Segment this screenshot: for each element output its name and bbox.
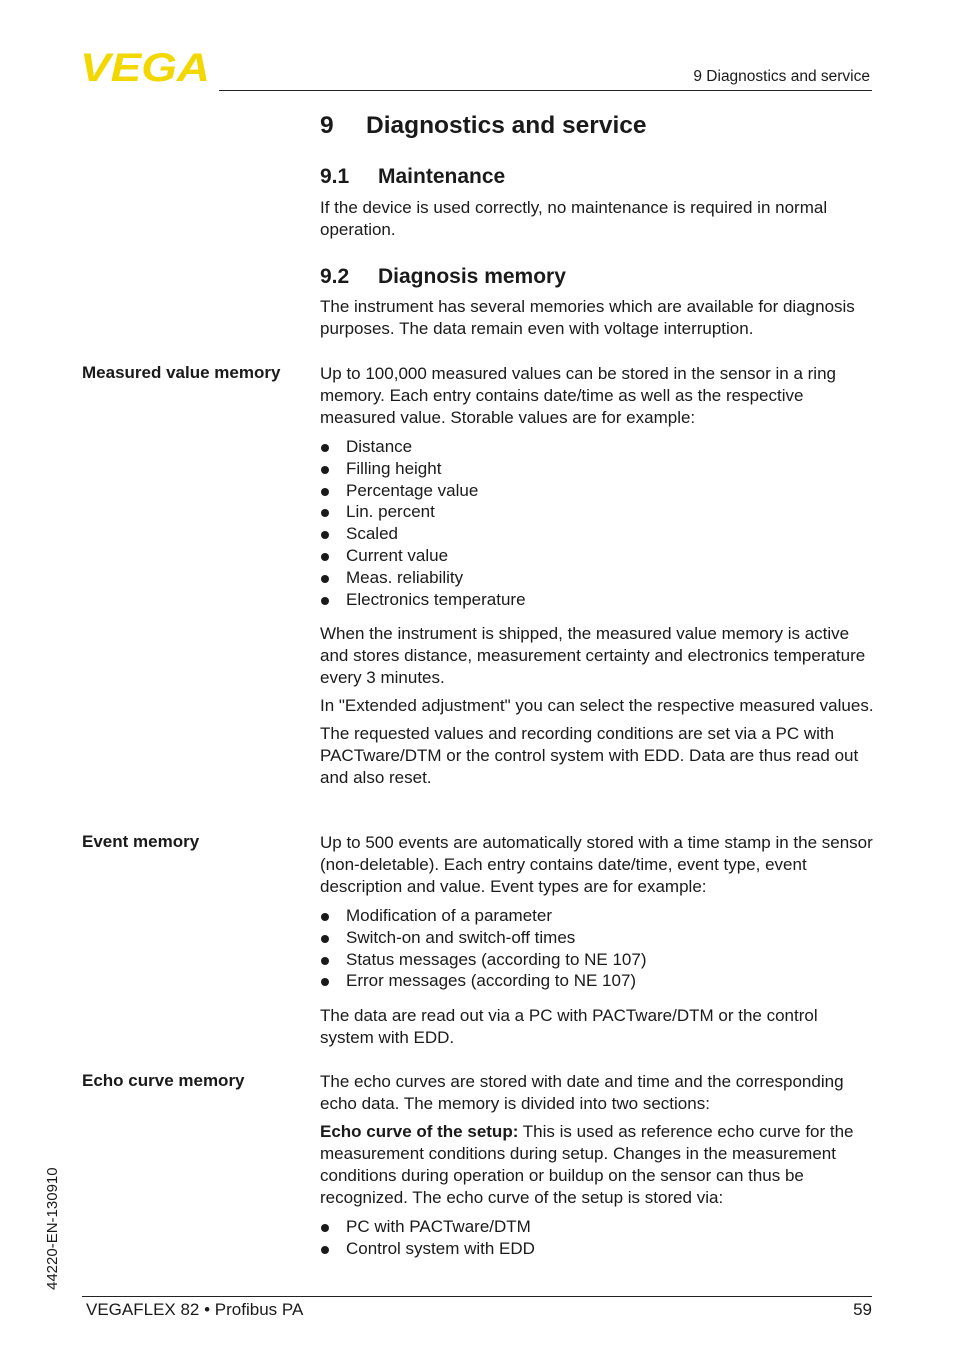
echo-block: [320, 1071, 875, 1260]
echo-storage-list: [320, 1216, 875, 1260]
paragraph: Up to 100,000 measured values can be stored in the sensor in a ring memory. Each entry contains date/time as well as the respective measured value. Storable values are for example:: [320, 364, 836, 427]
chapter-heading: [320, 112, 647, 140]
list-item: Percentage value: [320, 480, 875, 502]
list-item: Filling height: [320, 458, 875, 480]
list-item: Current value: [320, 545, 875, 567]
list-item: PC with PACTware/DTM: [320, 1216, 875, 1238]
list-item: Control system with EDD: [320, 1238, 875, 1260]
list-item: Lin. percent: [320, 501, 875, 523]
page-number: 59: [853, 1300, 872, 1319]
chapter-number: 9: [320, 112, 334, 139]
measured-value-list: [320, 436, 875, 610]
list-item: Scaled: [320, 523, 875, 545]
side-label-measured: Measured value memory: [82, 363, 281, 382]
section-heading-maintenance: [320, 165, 505, 189]
measured-block: [320, 363, 875, 789]
list-item: Distance: [320, 436, 875, 458]
paragraph: In "Extended adjustment" you can select the respective measured values.: [320, 696, 874, 716]
maintenance-text: [320, 197, 875, 241]
paragraph: The data are read out via a PC with PACTware/DTM or the control system with EDD.: [320, 1006, 818, 1048]
paragraph: If the device is used correctly, no maintenance is required in normal operation.: [320, 198, 828, 239]
chapter-title: Diagnostics and service: [366, 112, 647, 139]
paragraph: The instrument has several memories which are available for diagnosis purposes. The data remain even with voltage interruption.: [320, 297, 855, 338]
paragraph: [320, 1121, 875, 1209]
footer-divider: [82, 1296, 872, 1297]
paragraph: The echo curves are stored with date and time and the corresponding echo data. The memory is divided into two sections:: [320, 1072, 844, 1113]
list-item: Switch-on and switch-off times: [320, 927, 875, 949]
list-item: Status messages (according to NE 107): [320, 949, 875, 971]
running-header: 9 Diagnostics and service: [693, 68, 870, 85]
section-title: Diagnosis memory: [378, 265, 566, 288]
event-block: [320, 832, 875, 1049]
setup-description: This is used as reference echo curve for the measurement conditions during setup. Changes in the measurement conditions during operation or buildup on the sensor can thus be recognized. The echo curve of the setup is stored via:: [320, 1122, 854, 1207]
side-label-echo: Echo curve memory: [82, 1071, 245, 1090]
section-title: Maintenance: [378, 165, 506, 188]
list-item: Modification of a parameter: [320, 905, 875, 927]
document-id: 44220-EN-130910: [44, 1167, 61, 1290]
list-item: Electronics temperature: [320, 589, 875, 611]
list-item: Meas. reliability: [320, 567, 875, 589]
section-number: 9.2: [320, 265, 350, 288]
event-type-list: [320, 905, 875, 992]
paragraph: Up to 500 events are automatically stored with a time stamp in the sensor (non-deletable). Each entry contains date/time, event type, event description and value. Event types are for example:: [320, 833, 873, 896]
list-item: Error messages (according to NE 107): [320, 970, 875, 992]
footer-product: VEGAFLEX 82 • Profibus PA: [86, 1300, 304, 1319]
vega-logo: [80, 50, 212, 84]
section-number: 9.1: [320, 165, 350, 188]
header-divider: [219, 90, 872, 91]
paragraph: The requested values and recording conditions are set via a PC with PACTware/DTM or the control system with EDD. Data are thus read out and also reset.: [320, 724, 859, 788]
section-heading-diagnosis: [320, 265, 566, 289]
side-label-event: Event memory: [82, 832, 200, 851]
setup-term: Echo curve of the setup:: [320, 1122, 519, 1141]
diagnosis-intro: [320, 296, 875, 340]
logo-text: VEGA: [80, 50, 210, 84]
paragraph: When the instrument is shipped, the measured value memory is active and stores distance, measurement certainty and electronics temperature every 3 minutes.: [320, 624, 866, 688]
